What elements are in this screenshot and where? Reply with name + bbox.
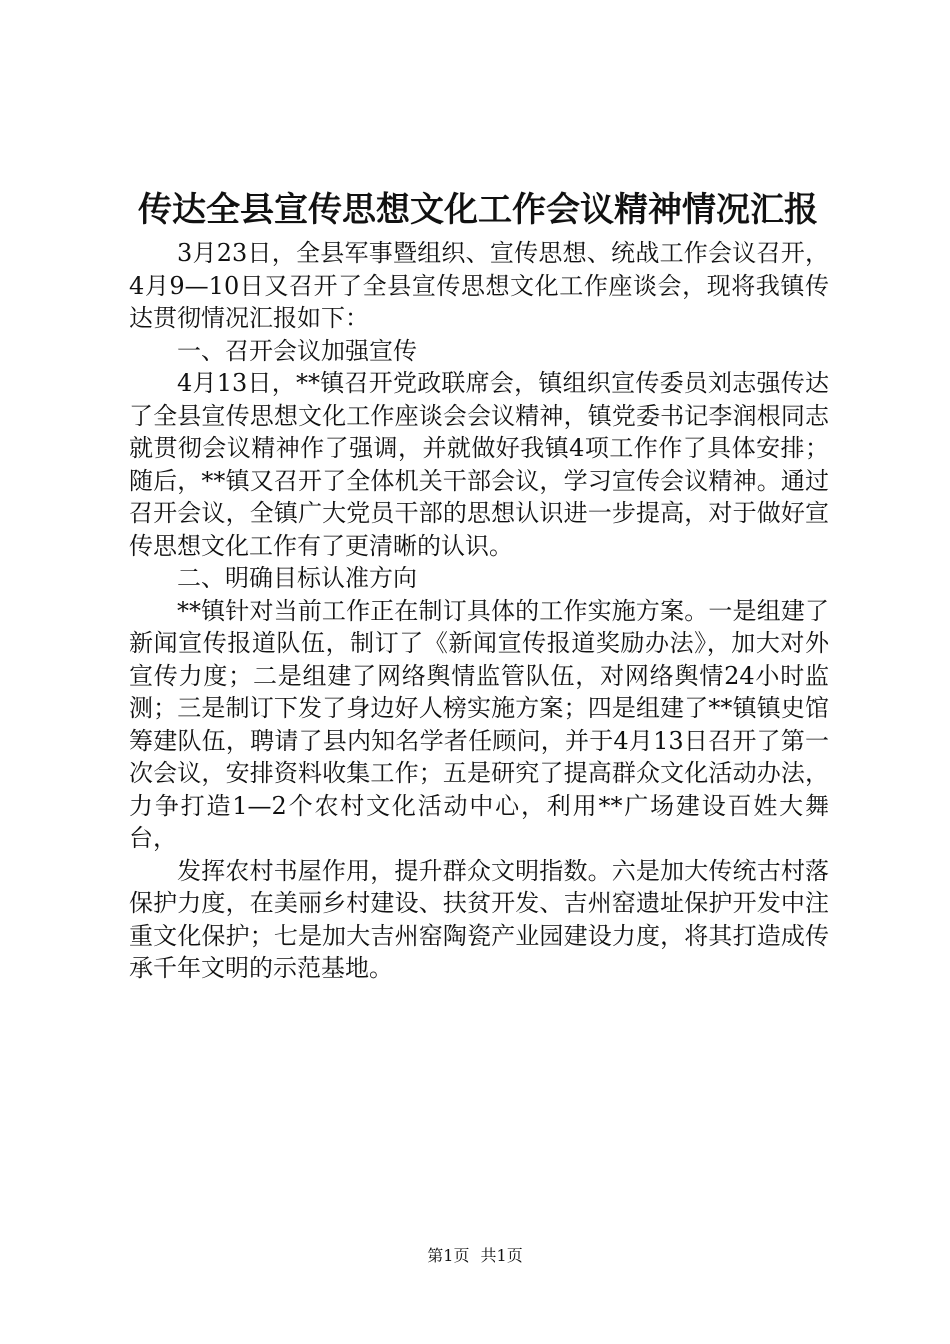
paragraph-section-2: **镇针对当前工作正在制订具体的工作实施方案。一是组建了新闻宣传报道队伍，制订了《新闻宣传报道奖励办法》，加大对外宣传力度；二是组建了网络舆情监管队伍，对网络舆情24小时监测；三是制订下发了身边好人榜实施方案；四是组建了**镇镇史馆筹建队伍，聘请了县内知名学者任顾问，并于4月13日召开了第一次会议，安排资料收集工作；五是研究了提高群众文化活动办法，力争打造1—2个农村文化活动中心，利用**广场建设百姓大舞台， (129, 596, 829, 852)
section-heading-2: 二、明确目标认准方向 (177, 564, 417, 592)
paragraph-section-1: 4月13日，**镇召开党政联席会，镇组织宣传委员刘志强传达了全县宣传思想文化工作座谈会会议精神，镇党委书记李润根同志就贯彻会议精神作了强调，并就做好我镇4项工作作了具体安排；随后，**镇又召开了全体机关干部会议，学习宣传会议精神。通过召开会议，全镇广大党员干部的思想认识进一步提高，对于做好宣传思想文化工作有了更清晰的认识。 (129, 369, 829, 560)
page-total: 共1页 (480, 1246, 523, 1265)
document-body (129, 237, 829, 985)
document-title: 传达全县宣传思想文化工作会议精神情况汇报 (138, 190, 818, 230)
page-footer (0, 1244, 950, 1268)
page-number: 第1页 (427, 1246, 470, 1265)
paragraph-section-2-continued: 发挥农村书屋作用，提升群众文明指数。六是加大传统古村落保护力度，在美丽乡村建设、扶贫开发、吉州窑遗址保护开发中注重文化保护；七是加大吉州窑陶瓷产业园建设力度，将其打造成传承千年文明的示范基地。 (129, 856, 829, 982)
section-heading-1: 一、召开会议加强宣传 (177, 336, 417, 365)
paragraph-intro: 3月23日，全县军事暨组织、宣传思想、统战工作会议召开，4月9—10日又召开了全县宣传思想文化工作座谈会，现将我镇传达贯彻情况汇报如下： (129, 239, 829, 332)
